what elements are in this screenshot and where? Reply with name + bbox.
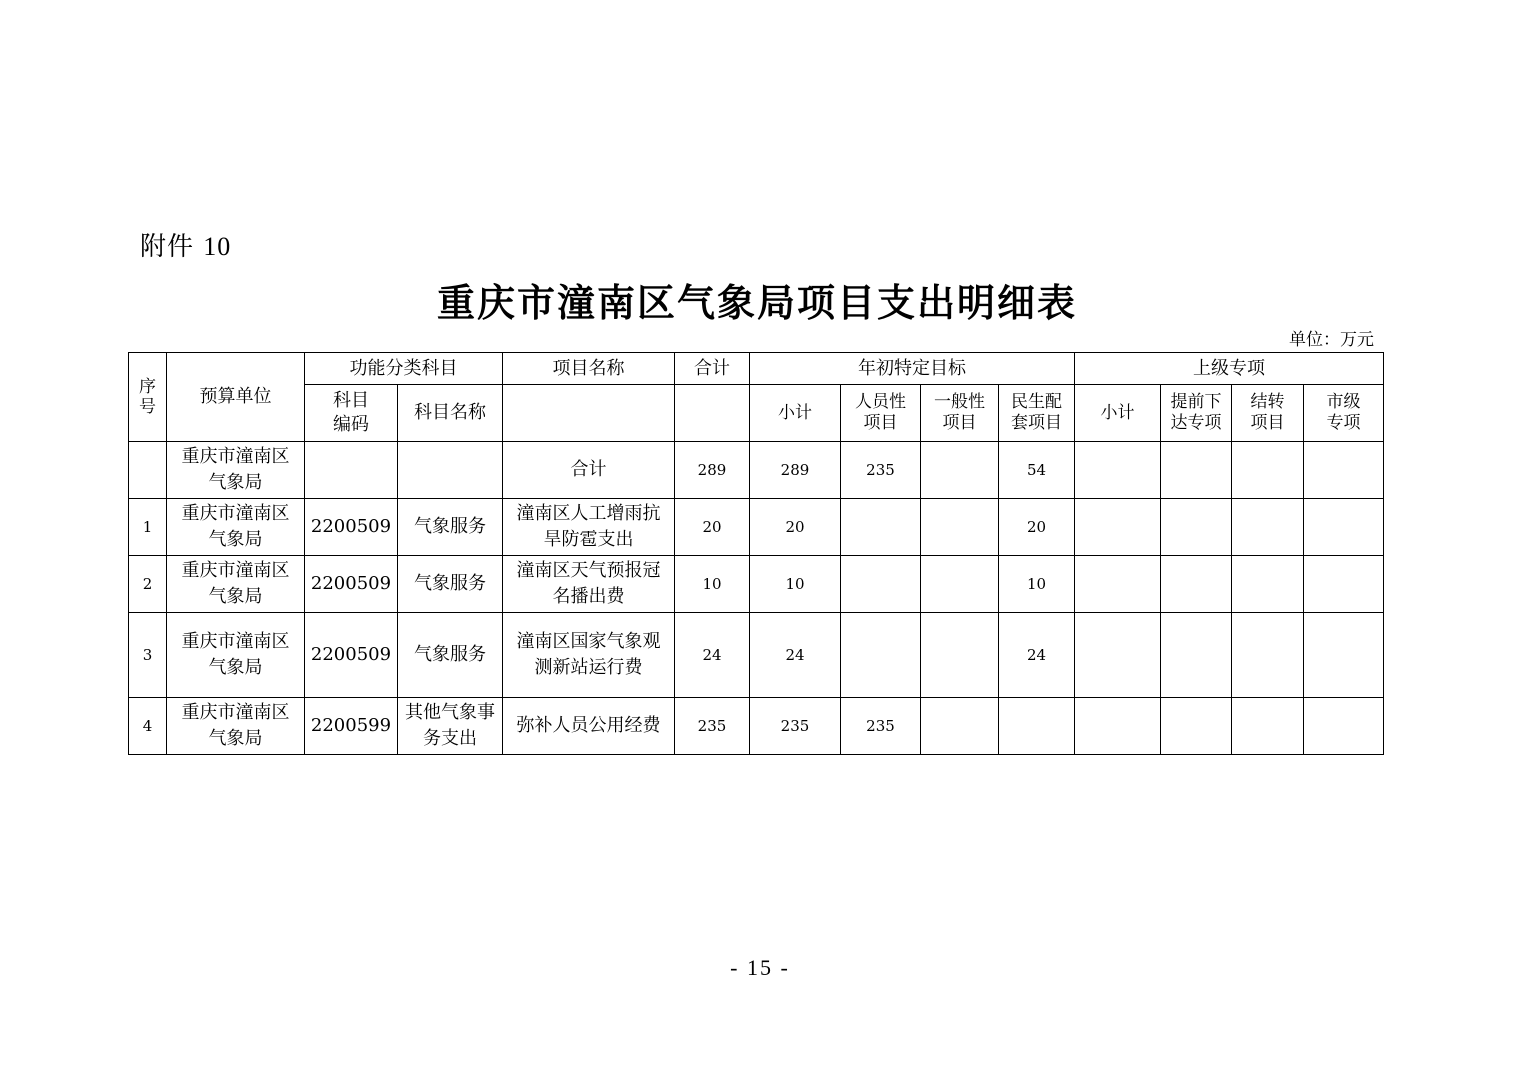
cell-personnel: 235: [841, 698, 921, 755]
header-advance-text: 提前下达专项: [1170, 392, 1222, 433]
table-row: [129, 442, 1384, 499]
cell-code: [305, 442, 398, 499]
cell-code: 2200509: [305, 499, 398, 556]
cell-general: [921, 613, 999, 698]
cell-carryover: [1232, 442, 1304, 499]
cell-unit-text: 重庆市潼南区气象局: [181, 446, 290, 493]
cell-seq: [129, 442, 167, 499]
cell-code: 2200509: [305, 556, 398, 613]
cell-unit: [167, 613, 305, 698]
cell-total: 10: [675, 556, 750, 613]
cell-subtotal: 235: [750, 698, 841, 755]
header-subtotal-a: 小计: [750, 385, 841, 442]
cell-sup-subtotal: [1075, 556, 1161, 613]
table-row: [129, 556, 1384, 613]
table-row: [129, 499, 1384, 556]
header-livelihood: [999, 385, 1075, 442]
cell-advance: [1161, 556, 1232, 613]
cell-carryover: [1232, 698, 1304, 755]
header-subject-code-text: 科目编码: [333, 390, 369, 435]
header-func-class: 功能分类科目: [305, 353, 503, 385]
header-general: [921, 385, 999, 442]
cell-subtotal: 24: [750, 613, 841, 698]
header-annual-target: 年初特定目标: [750, 353, 1075, 385]
cell-personnel: 235: [841, 442, 921, 499]
cell-seq: 4: [129, 698, 167, 755]
page-title: 重庆市潼南区气象局项目支出明细表: [436, 281, 1077, 325]
cell-subject: 气象服务: [398, 499, 503, 556]
page-number: - 15 -: [730, 955, 790, 980]
header-personnel-text: 人员性项目: [855, 392, 906, 433]
header-city: [1304, 385, 1384, 442]
header-total: 合计: [675, 353, 750, 385]
cell-code: 2200599: [305, 698, 398, 755]
cell-unit-text: 重庆市潼南区气象局: [181, 631, 290, 678]
cell-city: [1304, 556, 1384, 613]
cell-subtotal: 289: [750, 442, 841, 499]
header-subject-code: [305, 385, 398, 442]
cell-city: [1304, 613, 1384, 698]
cell-carryover: [1232, 613, 1304, 698]
cell-sup-subtotal: [1075, 442, 1161, 499]
header-subtotal-b: 小计: [1075, 385, 1161, 442]
cell-sup-subtotal: [1075, 698, 1161, 755]
cell-unit: [167, 442, 305, 499]
cell-personnel: [841, 613, 921, 698]
cell-total: 235: [675, 698, 750, 755]
cell-livelihood: 20: [999, 499, 1075, 556]
header-total-empty: [675, 385, 750, 442]
cell-project: [503, 556, 675, 613]
cell-personnel: [841, 499, 921, 556]
attachment-text: 附件: [140, 232, 195, 262]
unit-label: 单位：万元: [1289, 330, 1374, 350]
cell-code: 2200509: [305, 613, 398, 698]
attachment-number: 10: [203, 232, 232, 261]
header-carryover: [1232, 385, 1304, 442]
header-seq: [129, 353, 167, 442]
cell-seq: 2: [129, 556, 167, 613]
cell-total: 289: [675, 442, 750, 499]
cell-project: [503, 613, 675, 698]
cell-project-text: 潼南区国家气象观测新站运行费: [516, 631, 661, 678]
cell-subtotal: 20: [750, 499, 841, 556]
cell-livelihood: [999, 698, 1075, 755]
cell-general: [921, 442, 999, 499]
cell-total: 20: [675, 499, 750, 556]
cell-total: 24: [675, 613, 750, 698]
cell-advance: [1161, 499, 1232, 556]
cell-sup-subtotal: [1075, 499, 1161, 556]
cell-livelihood: 54: [999, 442, 1075, 499]
cell-personnel: [841, 556, 921, 613]
cell-unit: [167, 499, 305, 556]
cell-advance: [1161, 442, 1232, 499]
header-row-1: [129, 353, 1384, 385]
cell-city: [1304, 698, 1384, 755]
cell-subject: [398, 698, 503, 755]
cell-advance: [1161, 613, 1232, 698]
cell-subtotal: 10: [750, 556, 841, 613]
header-subject-name: 科目名称: [398, 385, 503, 442]
cell-project: 合计: [503, 442, 675, 499]
header-advance: [1161, 385, 1232, 442]
header-budget-unit: 预算单位: [167, 353, 305, 442]
cell-general: [921, 556, 999, 613]
cell-project-text: 潼南区天气预报冠名播出费: [516, 560, 661, 607]
header-personnel: [841, 385, 921, 442]
cell-seq: 3: [129, 613, 167, 698]
cell-city: [1304, 442, 1384, 499]
table-row: [129, 698, 1384, 755]
cell-sup-subtotal: [1075, 613, 1161, 698]
cell-subject: [398, 442, 503, 499]
cell-carryover: [1232, 556, 1304, 613]
header-carryover-text: 结转项目: [1250, 392, 1285, 433]
cell-general: [921, 698, 999, 755]
header-city-text: 市级专项: [1326, 392, 1361, 433]
cell-project: [503, 499, 675, 556]
table-row: [129, 613, 1384, 698]
cell-unit: [167, 698, 305, 755]
cell-project-text: 弥补人员公用经费: [516, 715, 661, 736]
cell-unit-text: 重庆市潼南区气象局: [181, 503, 290, 550]
cell-livelihood: 10: [999, 556, 1075, 613]
cell-subject: 气象服务: [398, 556, 503, 613]
header-general-text: 一般性项目: [934, 392, 985, 433]
header-livelihood-text: 民生配套项目: [1011, 392, 1062, 433]
cell-advance: [1161, 698, 1232, 755]
cell-carryover: [1232, 499, 1304, 556]
cell-seq: 1: [129, 499, 167, 556]
cell-project: [503, 698, 675, 755]
cell-unit-text: 重庆市潼南区气象局: [181, 560, 290, 607]
cell-unit: [167, 556, 305, 613]
cell-subject-text: 其他气象事务支出: [405, 702, 495, 749]
header-superior: 上级专项: [1075, 353, 1384, 385]
header-row-2: [129, 385, 1384, 442]
attachment-label: [140, 226, 231, 263]
cell-livelihood: 24: [999, 613, 1075, 698]
cell-subject: 气象服务: [398, 613, 503, 698]
cell-project-text: 潼南区人工增雨抗旱防雹支出: [516, 503, 661, 550]
project-expense-table: [128, 352, 1384, 755]
header-project-name: 项目名称: [503, 353, 675, 385]
cell-general: [921, 499, 999, 556]
header-project-name-empty: [503, 385, 675, 442]
cell-unit-text: 重庆市潼南区气象局: [181, 702, 290, 749]
cell-city: [1304, 499, 1384, 556]
header-seq-text: 序号: [139, 377, 156, 417]
